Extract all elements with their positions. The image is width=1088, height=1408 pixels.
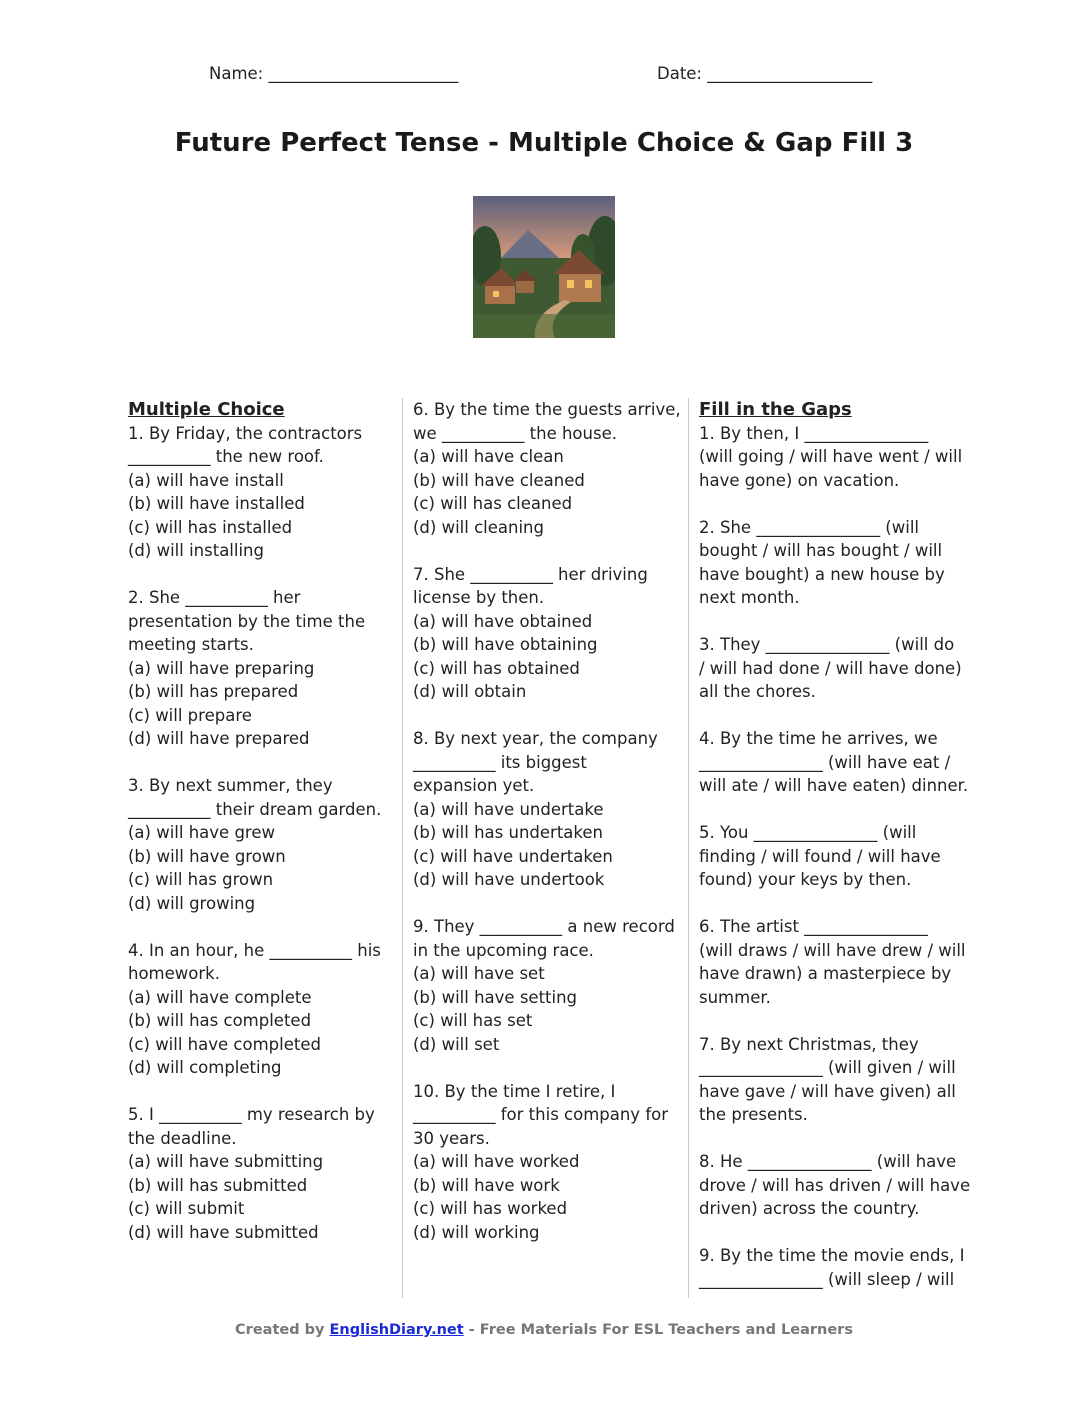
text-line: (a) will have undertake: [413, 799, 604, 819]
text-line: license by then.: [413, 588, 545, 607]
text-line: (a) will have complete: [128, 987, 312, 1007]
text-line: (b) will have installed: [128, 494, 305, 513]
spacer: [128, 751, 381, 775]
text-line: have gone) on vacation.: [699, 470, 900, 490]
text-line: have bought) a new house by: [699, 564, 945, 584]
text-line: (will going / will have went / will: [699, 447, 963, 466]
text-line: we __________ the house.: [413, 423, 617, 443]
text-line: drove / will has driven / will have: [699, 1175, 971, 1195]
text-line: 2. She __________ her: [128, 588, 301, 607]
text-line: 3. By next summer, they: [128, 776, 333, 795]
text-line: (c) will submit: [128, 1199, 245, 1218]
fill-gaps-column: [699, 398, 970, 1291]
text-line: (a) will have obtained: [413, 611, 593, 631]
text-line: (b) will have work: [413, 1175, 560, 1195]
page-title: Future Perfect Tense - Multiple Choice & Gap Fill 3: [174, 128, 914, 158]
text-line: (c) will have completed: [128, 1034, 321, 1054]
text-line: 2. She _______________ (will: [699, 517, 919, 537]
text-line: (a) will have set: [413, 964, 545, 983]
text-line: have drawn) a masterpiece by: [699, 964, 952, 983]
text-line: (c) will have undertaken: [413, 846, 613, 866]
text-line: homework.: [128, 964, 220, 983]
text-line: (a) will have preparing: [128, 658, 315, 678]
text-line: (a) will have submitting: [128, 1152, 324, 1171]
text-line: (d) will growing: [128, 893, 256, 913]
text-line: 7. She __________ her driving: [413, 564, 648, 584]
text-line: (b) will has submitted: [128, 1175, 308, 1195]
text-line: __________ its biggest: [413, 752, 587, 772]
text-line: (d) will completing: [128, 1058, 282, 1077]
text-line: meeting starts.: [128, 635, 254, 654]
text-line: bought / will has bought / will: [699, 541, 943, 560]
spacer: [699, 610, 970, 634]
footer-credit: [0, 1322, 1088, 1338]
spacer: [699, 798, 970, 822]
text-line: (will draws / will have drew / will: [699, 940, 966, 960]
text-line: (c) will has worked: [413, 1199, 568, 1218]
text-line: (d) will have prepared: [128, 729, 310, 748]
spacer: [128, 1080, 381, 1104]
spacer: [699, 492, 970, 516]
text-line: 4. By the time he arrives, we: [699, 729, 938, 748]
text-line: (a) will have clean: [413, 447, 564, 466]
spacer: [413, 892, 681, 916]
spacer: [699, 892, 970, 916]
englishdiary-link[interactable]: EnglishDiary.net: [329, 1322, 464, 1338]
text-line: (a) will have install: [128, 470, 284, 490]
text-line: (b) will has completed: [128, 1011, 312, 1030]
spacer: [413, 704, 681, 728]
text-line: 30 years.: [413, 1128, 490, 1148]
text-line: the deadline.: [128, 1128, 237, 1148]
spacer: [413, 1056, 681, 1080]
text-line: / will had done / will have done): [699, 658, 962, 678]
text-line: 1. By Friday, the contractors: [128, 423, 363, 443]
text-line: 9. They __________ a new record: [413, 917, 675, 936]
text-line: 3. They _______________ (will do: [699, 635, 955, 654]
text-line: all the chores.: [699, 682, 816, 701]
text-line: 8. By next year, the company: [413, 729, 658, 748]
spacer: [413, 539, 681, 563]
text-line: (a) will have grew: [128, 823, 275, 842]
spacer: [128, 915, 381, 939]
text-line: 1. By then, I _______________: [699, 423, 929, 443]
multiple-choice-column-1: [128, 398, 381, 1244]
column-divider: [688, 398, 689, 1298]
text-line: driven) across the country.: [699, 1199, 920, 1218]
text-line: (a) will have worked: [413, 1152, 580, 1171]
text-line: presentation by the time the: [128, 611, 366, 631]
text-line: 6. By the time the guests arrive,: [413, 400, 681, 419]
text-line: have gave / will have given) all: [699, 1081, 956, 1101]
text-line: (d) will set: [413, 1034, 500, 1054]
text-line: finding / will found / will have: [699, 846, 941, 866]
text-line: 8. He _______________ (will have: [699, 1152, 957, 1171]
text-line: next month.: [699, 588, 800, 607]
text-line: (d) will obtain: [413, 682, 527, 701]
text-line: will ate / will have eaten) dinner.: [699, 776, 969, 795]
text-line: 10. By the time I retire, I: [413, 1081, 616, 1101]
text-line: __________ for this company for: [413, 1105, 669, 1124]
text-line: (c) will has installed: [128, 517, 293, 537]
text-line: __________ their dream garden.: [128, 799, 382, 819]
text-line: summer.: [699, 987, 771, 1007]
text-line: 6. The artist _______________: [699, 917, 928, 936]
text-line: (d) will have undertook: [413, 870, 605, 889]
text-line: found) your keys by then.: [699, 870, 912, 889]
text-line: 9. By the time the movie ends, I: [699, 1246, 965, 1265]
text-line: (c) will has set: [413, 1011, 533, 1030]
multiple-choice-column-2: [413, 398, 681, 1244]
text-line: (b) will have obtaining: [413, 635, 598, 654]
text-line: 4. In an hour, he __________ his: [128, 940, 381, 960]
text-line: (d) will cleaning: [413, 517, 544, 537]
section-heading: Fill in the Gaps: [699, 399, 852, 420]
text-line: 5. You _______________ (will: [699, 823, 917, 842]
text-line: (d) will have submitted: [128, 1222, 319, 1242]
date-field-label: Date: ____________________: [657, 64, 873, 83]
text-line: _______________ (will have eat /: [699, 752, 951, 772]
text-line: (b) will has prepared: [128, 682, 299, 701]
village-illustration: [473, 196, 615, 338]
text-line: expansion yet.: [413, 776, 535, 795]
text-line: _______________ (will sleep / will: [699, 1269, 955, 1289]
footer-prefix: Created by: [235, 1322, 330, 1338]
text-line: (c) will has grown: [128, 870, 274, 889]
name-field-label: Name: _______________________: [209, 64, 459, 83]
spacer: [128, 563, 381, 587]
text-line: (d) will working: [413, 1222, 540, 1242]
spacer: [699, 1221, 970, 1245]
text-line: (c) will has cleaned: [413, 494, 573, 513]
text-line: (b) will have cleaned: [413, 470, 585, 490]
text-line: (c) will has obtained: [413, 658, 580, 678]
text-line: 7. By next Christmas, they: [699, 1034, 919, 1054]
text-line: __________ the new roof.: [128, 447, 324, 466]
text-line: (b) will have setting: [413, 987, 578, 1007]
section-heading: Multiple Choice: [128, 399, 285, 420]
text-line: the presents.: [699, 1105, 808, 1124]
text-line: (d) will installing: [128, 541, 264, 560]
text-line: in the upcoming race.: [413, 940, 594, 960]
spacer: [699, 1009, 970, 1033]
spacer: [699, 1127, 970, 1151]
column-divider: [402, 398, 403, 1298]
text-line: 5. I __________ my research by: [128, 1105, 375, 1124]
footer-suffix: - Free Materials For ESL Teachers and Learners: [463, 1322, 853, 1338]
text-line: _______________ (will given / will: [699, 1058, 956, 1077]
text-line: (b) will has undertaken: [413, 823, 603, 842]
text-line: (b) will have grown: [128, 846, 286, 866]
text-line: (c) will prepare: [128, 705, 252, 725]
spacer: [699, 704, 970, 728]
